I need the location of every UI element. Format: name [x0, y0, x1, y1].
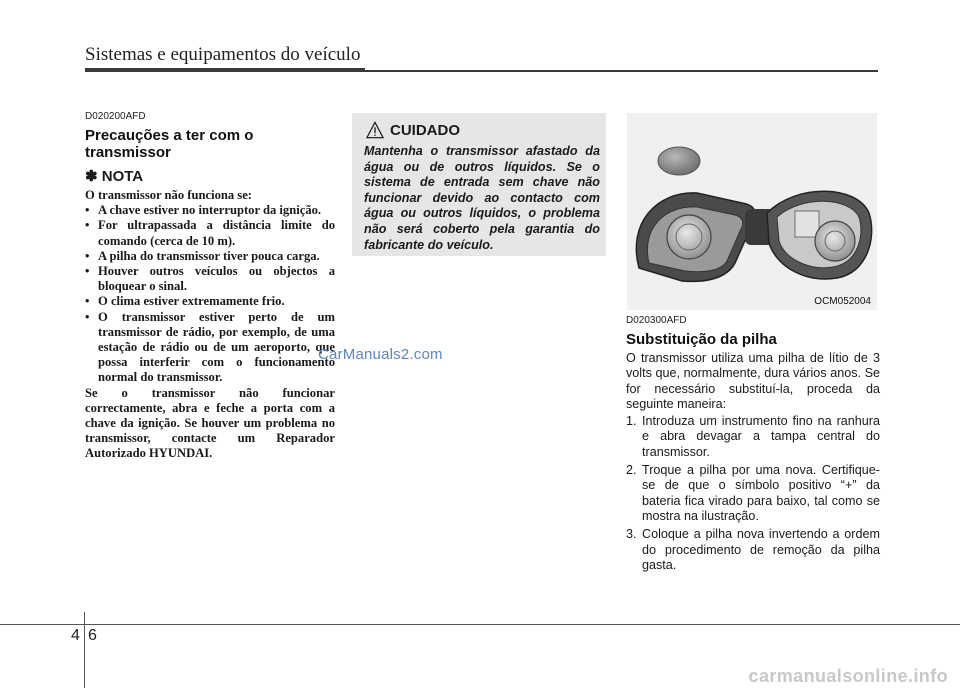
list-item: [626, 463, 880, 524]
caution-title: CUIDADO: [390, 121, 460, 139]
caution-text: Mantenha o transmissor afastado da água ou de outros líquidos. Se o sistema de entrada sem chave não funcionar devido ao contacto com água ou outros líquidos, o problema não será coberto pela garantia do fabricante do veículo.: [364, 144, 600, 252]
note-label: ✽ NOTA: [85, 168, 144, 185]
footer-rule: [0, 624, 960, 625]
battery-replacement-section: [626, 315, 880, 576]
warning-triangle-icon: [366, 121, 384, 139]
page-number: 6: [88, 627, 97, 644]
header-rule: [85, 68, 365, 72]
section-code: D020300AFD: [626, 315, 687, 326]
transmitter-illustration: [627, 113, 877, 310]
step-text: Troque a pilha por uma nova. Certifique-se de que o símbolo positivo “+” da bateria fica virado para baixo, tal como se mostra na ilustração.: [642, 463, 880, 523]
note-bullet-list: [85, 203, 335, 385]
list-item: • O clima estiver extremamente frio.: [85, 294, 335, 309]
list-item: • For ultrapassada a distância limite do comando (cerca de 10 m).: [85, 218, 335, 248]
note-intro: O transmissor não funciona se:: [85, 188, 252, 202]
list-item: • A pilha do transmissor tiver pouca carga.: [85, 249, 335, 264]
step-number: 1.: [626, 414, 637, 429]
page-header-title: Sistemas e equipamentos do veículo: [85, 44, 361, 65]
list-item: [626, 527, 880, 573]
page-section-number: 4: [71, 627, 80, 644]
section-heading: Precauções a ter com o transmissor: [85, 127, 254, 161]
figure-caption: OCM052004: [814, 296, 871, 307]
site-watermark: carmanualsonline.info: [748, 666, 948, 686]
header-rule-thin: [365, 70, 878, 72]
note-body: [85, 188, 335, 462]
list-item: [626, 414, 880, 460]
transmitter-battery-photo: [627, 113, 877, 310]
note-closing: Se o transmissor não funcionar correctamente, abra e feche a porta com a chave da ignição. Se houver um problema no transmissor, contacte um Reparador Autorizado HYUNDAI.: [85, 385, 335, 461]
list-item: • A chave estiver no interruptor da ignição.: [85, 203, 335, 218]
step-text: Coloque a pilha nova invertendo a ordem do procedimento de remoção da pilha gasta.: [642, 527, 880, 572]
caution-box: [352, 113, 606, 256]
step-text: Introduza um instrumento fino na ranhura e abra devagar a tampa central do transmissor.: [642, 414, 880, 459]
list-item: • Houver outros veículos ou objectos a bloquear o sinal.: [85, 264, 335, 294]
section-heading: Substituição da pilha: [626, 331, 777, 348]
transmitter-precautions-section: [85, 111, 335, 462]
watermark-link[interactable]: CarManuals2.com: [318, 346, 443, 363]
section-code: D020200AFD: [85, 111, 146, 122]
section-intro: O transmissor utiliza uma pilha de lítio de 3 volts que, normalmente, dura vários anos. Se for necessário substituí-la, proceda da seguinte maneira:: [626, 351, 880, 411]
step-number: 2.: [626, 463, 637, 478]
section-body: [626, 351, 880, 573]
footer-divider: [84, 612, 85, 688]
caution-header: [366, 121, 460, 139]
list-item: • O transmissor estiver perto de um transmissor de rádio, por exemplo, de uma estação de rádio ou de um aeroporto, que possa interferir com o funcionamento normal do transmissor.: [85, 310, 335, 386]
step-number: 3.: [626, 527, 637, 542]
steps-list: [626, 414, 880, 573]
